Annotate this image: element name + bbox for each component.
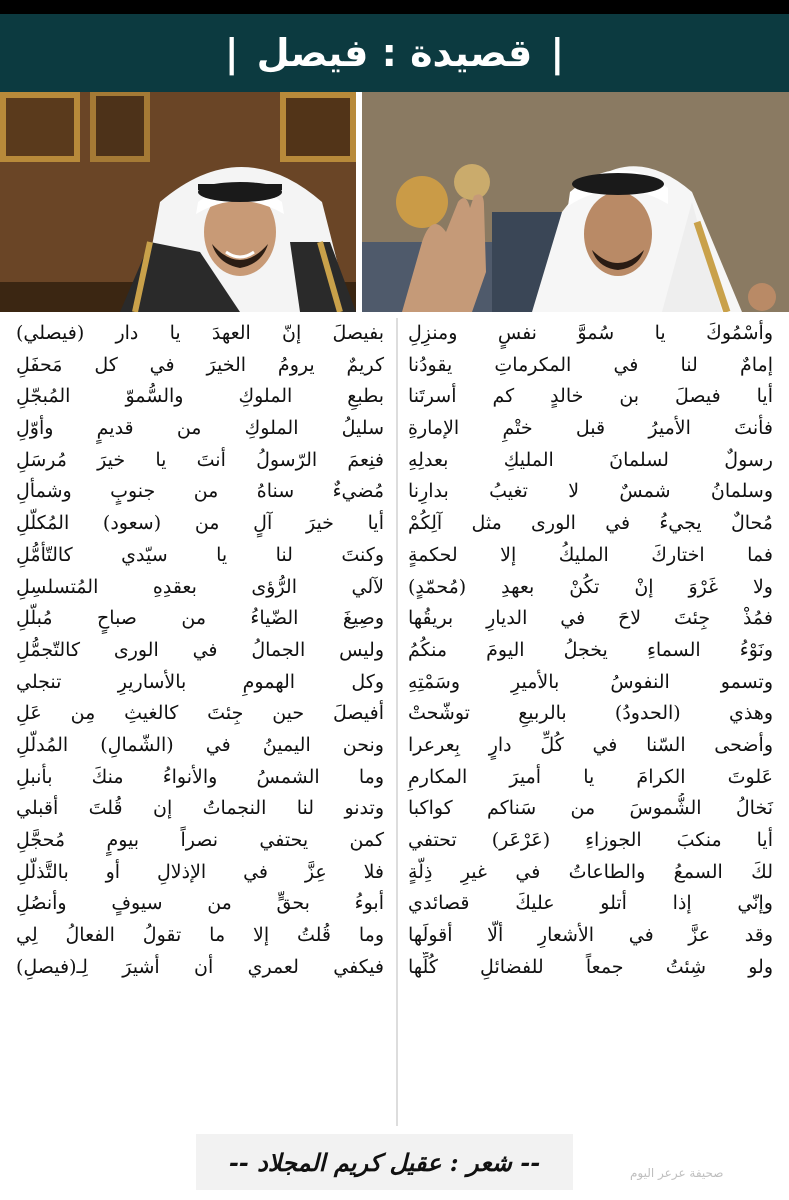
poem-verse: فأنتَ الأميرُ قبل ختْمِ الإمارةِ [408, 417, 773, 440]
poem-verse: ولا غَرْوَ إنْ تكُنْ بعهدِ (مُحمّدٍ) [408, 575, 773, 598]
poem-verse: وليس الجمالُ في الورى كالتّجمُّلِ [16, 638, 384, 661]
poem-verse: أفيصلَ حين جِئتَ كالغيثِ مِن عَلِ [16, 702, 384, 725]
poem-verse: وكل الهمومِ بالأساريرِ تنجلي [16, 670, 384, 693]
title-pipe-right: | [550, 31, 565, 75]
poem-verse: وأسْمُوكَ يا سُموَّ نفسٍ ومنزِلِ [408, 322, 773, 344]
poem-column-left [8, 318, 392, 1126]
poem-verse: وأضحى السّنا في كُلِّ دارٍ بِعرعرا [408, 733, 773, 756]
column-divider [396, 318, 398, 1126]
portrait-waving-man-illustration [362, 92, 789, 312]
poem-verse: وما الشمسُ والأنواءُ منكَ بأنبلِ [16, 765, 384, 788]
poem-verse: فلا عِزَّ في الإذلالِ أو بالتَّذلّلِ [16, 860, 384, 883]
poem-verse: لكَ السمعُ والطاعاتُ في غيرِ ذِلّةٍ [408, 860, 773, 883]
poem-verse: وصِيغَ الضّياءُ من صباحٍ مُبلّلِ [16, 607, 384, 630]
top-strip [0, 0, 789, 14]
poem-verse: أبوءُ بحقٍّ من سيوفٍ وأنصُلِ [16, 892, 384, 915]
poem-verse: ونَوْءُ السماءِ يخجلُ اليومَ منكُمُ [408, 638, 773, 661]
poem-verse: فمُذْ جِئتَ لاحَ في الديارِ بريقُها [408, 607, 773, 630]
poem-verse: مُضيءٌ سناهُ من جنوبٍ وشمألِ [16, 480, 384, 503]
title-pipe-left: | [224, 31, 239, 75]
poem-verse: أيا منكبَ الجوزاءِ (عَرْعَر) تحتفي [408, 829, 773, 851]
poem-verse: ونحن اليمينُ في (الشّمالِ) المُدلّلِ [16, 733, 384, 756]
poem-verse: وتسمو النفوسُ بالأميرِ وسَمْتِهِ [408, 670, 773, 693]
portrait-smiling-man-illustration [0, 92, 356, 312]
poem-verse: عَلوتَ الكرامَ يا أميرَ المكارمِ [408, 765, 773, 788]
poem-verse: مُحالٌ يجيءُ في الورى مثل آلِكُمْ [408, 512, 773, 535]
poem-verse: لآلي الرُّؤى بعقدِهِ المُتسلسِلِ [16, 575, 384, 598]
poet-credit [196, 1134, 573, 1190]
poem-verse: أيا فيصلَ بن خالدٍ كم أسرتَنا [408, 385, 773, 408]
poem-verse: وكنتَ لنا يا سيّدي كالتّأمُّلِ [16, 543, 384, 566]
watermark: صحيفة عرعر اليوم [630, 1166, 724, 1180]
poem-verse: بفيصلَ إنّ العهدَ يا دار (فيصلي) [16, 322, 384, 344]
title-bar [0, 14, 789, 92]
poem-area [8, 318, 781, 1126]
poem-verse: بطبعِ الملوكِ والسُّموّ المُبجّلِ [16, 385, 384, 408]
photo-left [0, 92, 356, 312]
poem-verse: فما اختاركَ المليكُ إلا لحكمةٍ [408, 543, 773, 566]
poem-verse: وقد عزَّ في الأشعارِ ألّا أقولَها [408, 924, 773, 947]
poem-verse: فيكفي لعمري أن أشيرَ لِـ(فيصلِ) [16, 955, 384, 978]
poem-verse: أيا خيرَ آلٍ من (سعود) المُكلّلِ [16, 512, 384, 535]
page-title: قصيدة : فيصل [256, 31, 533, 75]
photos-row [0, 92, 789, 312]
poem-verse: وما قُلتُ إلا ما تقولُ الفعالُ لِي [16, 924, 384, 947]
poem-verse: إمامٌ لنا في المكرماتِ يقودُنا [408, 353, 773, 376]
poem-verse: نَخالُ الشُّموسَ من سَناكم كواكبا [408, 797, 773, 820]
poem-verse: وهذي (الحدودُ) بالربيعِ توشّحتْ [408, 702, 773, 725]
photo-right [362, 92, 789, 312]
poem-verse: سليلُ الملوكِ من قديمٍ وأوّلِ [16, 417, 384, 440]
poem-verse: كريمٌ يرومُ الخيرَ في كل مَحفَلِ [16, 353, 384, 376]
poem-verse: فنِعمَ الرّسولُ أنتَ يا خيرَ مُرسَلِ [16, 448, 384, 471]
poem-verse: وتدنو لنا النجماتُ إن قُلتَ أقبلي [16, 797, 384, 820]
poem-verse: رسولٌ لسلمانَ المليكِ بعدلِهِ [408, 448, 773, 471]
poem-verse: كمن يحتفي نصراً بيومٍ مُحجَّلِ [16, 829, 384, 851]
poet-credit-text: -- شعر : عقيل كريم المجلاد -- [228, 1147, 541, 1177]
poem-verse: ولو شِئتُ جمعاً للفضائلِ كُلِّها [408, 955, 773, 978]
poem-verse: وسلمانُ شمسٌ لا تغيبُ بدارِنا [408, 480, 773, 503]
poem-verse: وإنّي إذا أتلو عليكَ قصائدي [408, 892, 773, 915]
poem-column-right [400, 318, 781, 1126]
